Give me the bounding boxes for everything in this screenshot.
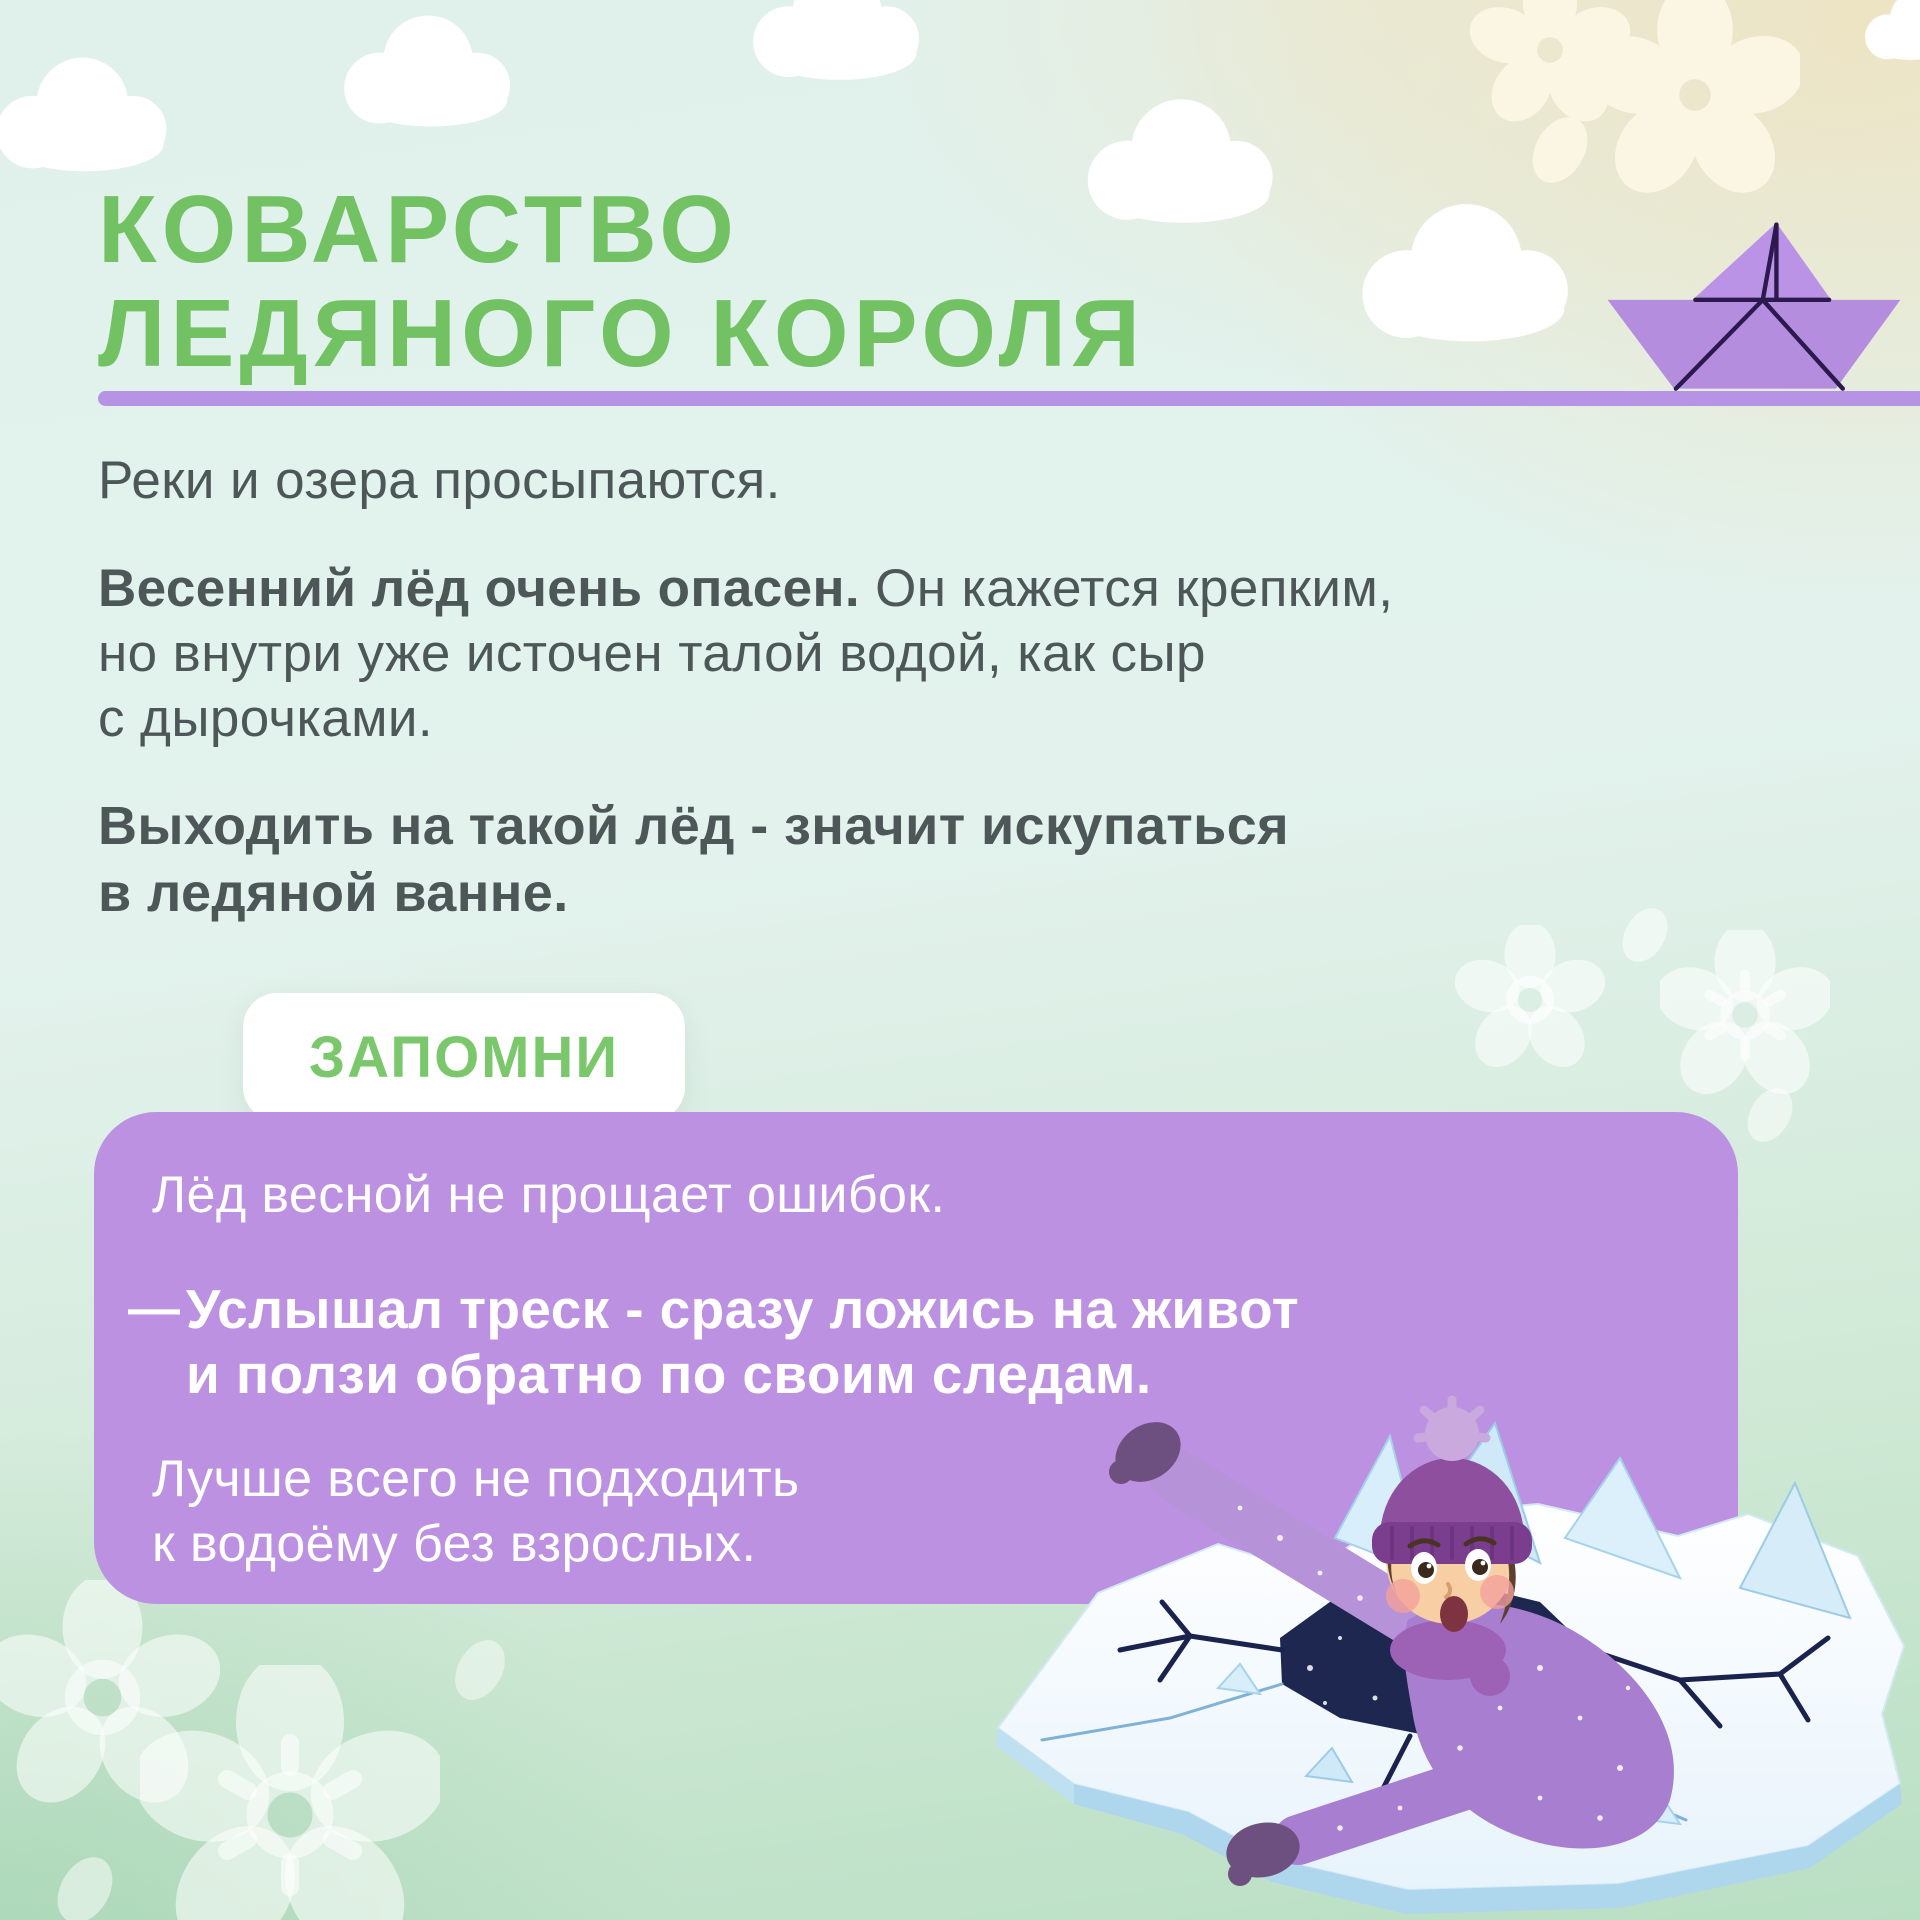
panel-note-line1: Лучше всего не подходить — [152, 1450, 800, 1508]
flower-icon — [140, 1665, 440, 1920]
panel-bullet-line2: и ползи обратно по своим следам. — [186, 1343, 1152, 1405]
flower-icon — [1455, 925, 1605, 1075]
cloud-icon — [0, 38, 195, 188]
child-on-ice-illustration — [980, 1388, 1920, 1920]
petal-icon — [1505, 95, 1615, 205]
page-title-line2: ЛЕДЯНОГО КОРОЛЯ — [98, 280, 1145, 387]
petal-icon — [30, 1835, 140, 1920]
cloud-icon — [333, 2, 538, 137]
flower-icon — [1590, 0, 1800, 200]
petal-icon — [1725, 1070, 1815, 1160]
intro-p3-line1: Выходить на такой лёд - значит искупаться — [98, 796, 1290, 856]
intro-p2-line2: но внутри уже источен талой водой, как сыр — [98, 624, 1206, 683]
petal-icon — [430, 1620, 530, 1720]
intro-paragraph-3 — [98, 793, 1289, 927]
paper-boat-icon — [1592, 194, 1914, 394]
panel-line-1: Лёд весной не прощает ошибок. — [152, 1166, 946, 1224]
intro-paragraph-2 — [98, 556, 1393, 751]
page-title — [98, 178, 1145, 386]
remember-badge-label: ЗАПОМНИ — [308, 1024, 620, 1090]
petal-icon — [1600, 890, 1690, 980]
remember-badge — [243, 993, 685, 1121]
intro-p3-line2: в ледяной ванне. — [98, 863, 569, 923]
panel-bullet-line1: Услышал треск - сразу ложись на живот — [186, 1278, 1300, 1340]
intro-paragraph-1: Реки и озера просыпаются. — [98, 451, 781, 510]
cloud-icon — [1348, 196, 1603, 346]
intro-p2-line1-rest: Он кажется крепким, — [860, 559, 1394, 618]
intro-p2-line1 — [98, 556, 1393, 621]
panel-note-line2: к водоёму без взрослых. — [152, 1515, 757, 1573]
bullet-dash-icon: — — [128, 1280, 181, 1338]
page-title-line1: КОВАРСТВО — [98, 176, 739, 283]
intro-p2-bold: Весенний лёд очень опасен. — [98, 559, 861, 618]
cloud-icon — [1858, 0, 1920, 80]
intro-p2-line3: с дырочками. — [98, 689, 434, 748]
cloud-icon — [742, 0, 947, 88]
